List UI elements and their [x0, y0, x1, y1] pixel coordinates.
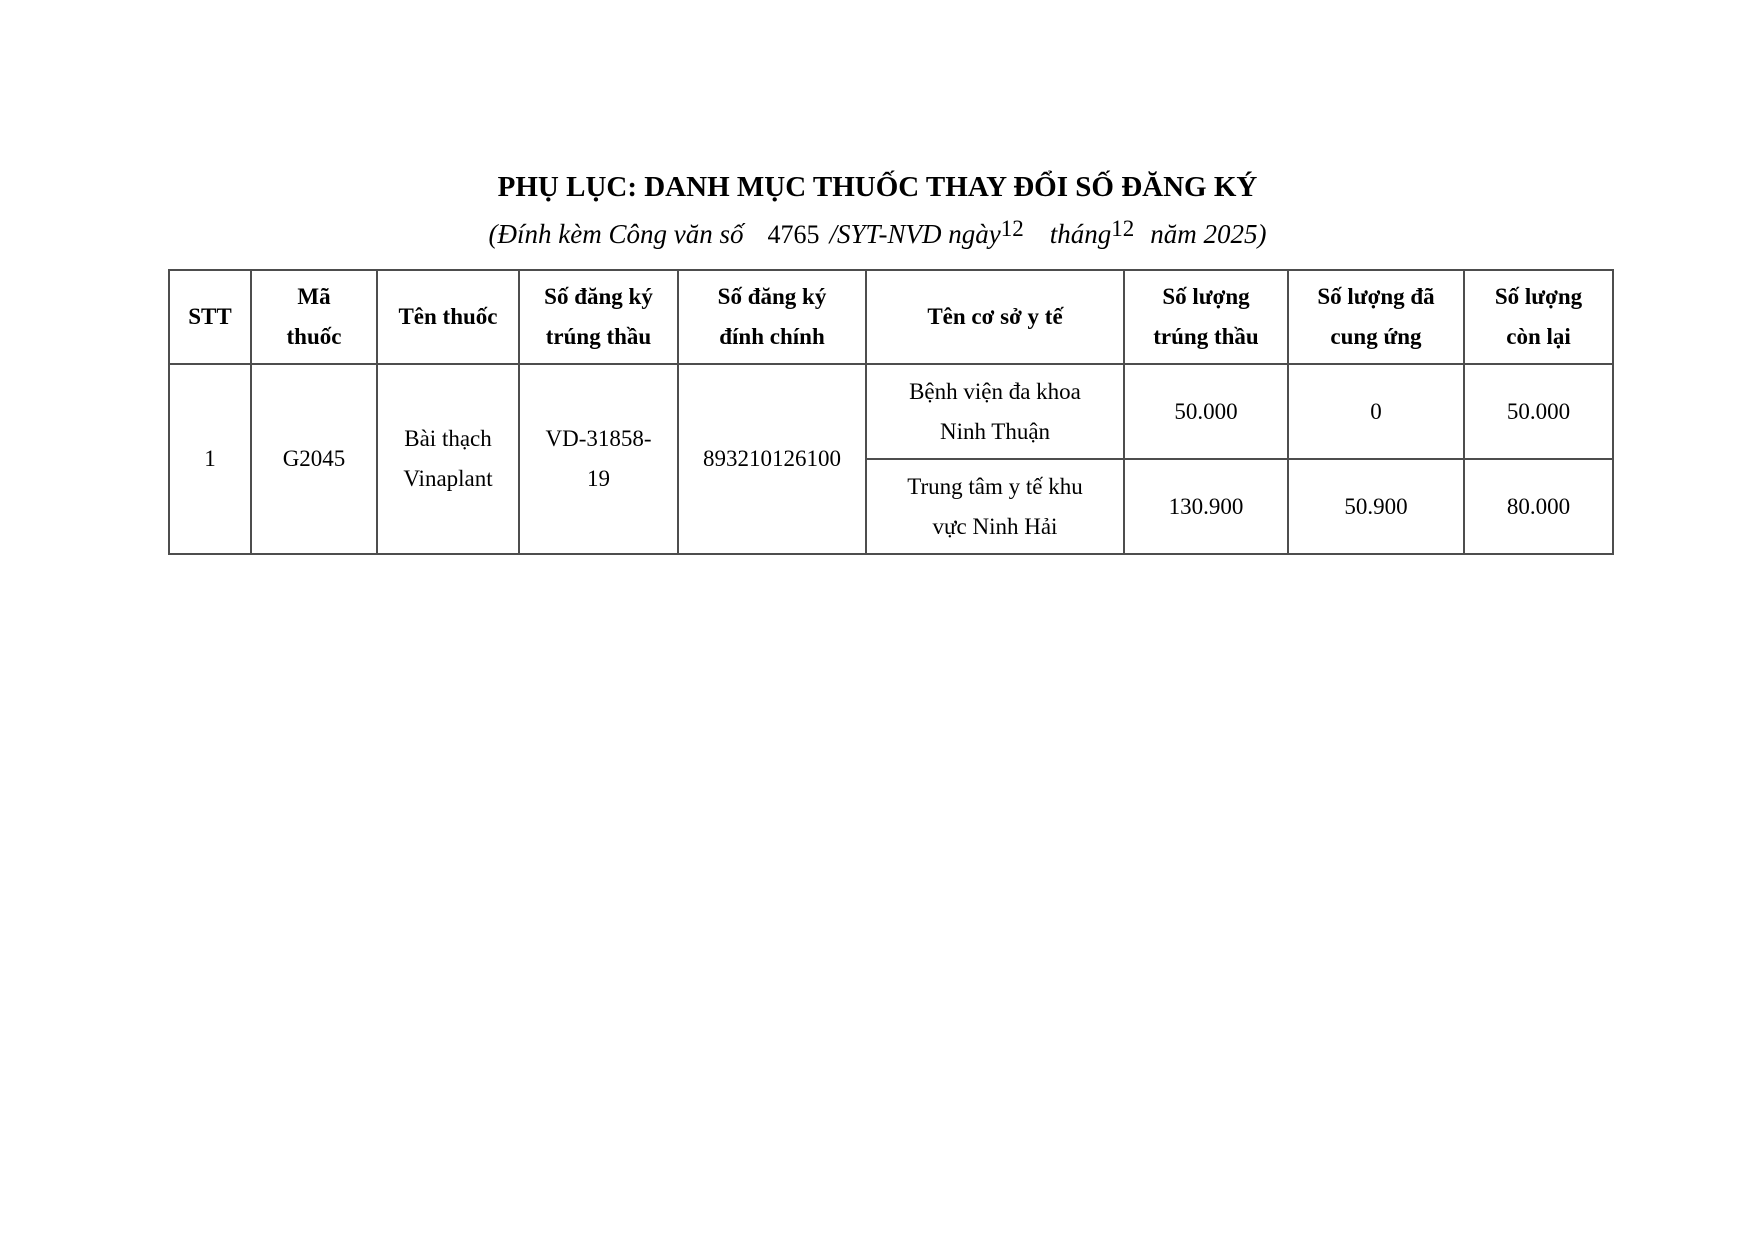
header-reg-number-won: Số đăng ký trúng thầu — [519, 270, 678, 364]
cell-qty-won: 50.000 — [1124, 364, 1288, 459]
subtitle-month-number: 12 — [1111, 216, 1135, 241]
header-drug-name: Tên thuốc — [377, 270, 519, 364]
drug-registration-change-table — [168, 269, 1614, 555]
page-subtitle — [0, 214, 1755, 256]
subtitle-day-number: 12 — [1000, 216, 1024, 241]
header-qty-remaining: Số lượng còn lại — [1464, 270, 1613, 364]
cell-qty-won: 130.900 — [1124, 459, 1288, 554]
cell-stt: 1 — [169, 364, 251, 554]
header-qty-supplied: Số lượng đã cung ứng — [1288, 270, 1464, 364]
subtitle-text-month: tháng — [1049, 219, 1112, 249]
cell-qty-supplied: 50.900 — [1288, 459, 1464, 554]
subtitle-text-attachment: (Đính kèm Công văn số — [488, 219, 744, 249]
cell-facility-name: Bệnh viện đa khoa Ninh Thuận — [866, 364, 1124, 459]
header-qty-won: Số lượng trúng thầu — [1124, 270, 1288, 364]
header-stt: STT — [169, 270, 251, 364]
cell-reg-number-corrected: 893210126100 — [678, 364, 866, 554]
subtitle-document-number: 4765 — [767, 220, 820, 249]
cell-drug-name: Bài thạch Vinaplant — [377, 364, 519, 554]
subtitle-text-symbol-day: /SYT-NVD ngày — [829, 219, 1001, 249]
cell-qty-remaining: 80.000 — [1464, 459, 1613, 554]
cell-qty-supplied: 0 — [1288, 364, 1464, 459]
header-drug-code: Mã thuốc — [251, 270, 377, 364]
header-reg-number-corrected: Số đăng ký đính chính — [678, 270, 866, 364]
subtitle-text-year: năm 2025) — [1150, 219, 1267, 249]
cell-reg-number-won: VD-31858- 19 — [519, 364, 678, 554]
header-facility-name: Tên cơ sở y tế — [866, 270, 1124, 364]
cell-qty-remaining: 50.000 — [1464, 364, 1613, 459]
table-row — [169, 364, 1613, 459]
cell-drug-code: G2045 — [251, 364, 377, 554]
cell-facility-name: Trung tâm y tế khu vực Ninh Hải — [866, 459, 1124, 554]
table-header-row — [169, 270, 1613, 364]
page-title: PHỤ LỤC: DANH MỤC THUỐC THAY ĐỔI SỐ ĐĂNG KÝ — [497, 171, 1258, 203]
